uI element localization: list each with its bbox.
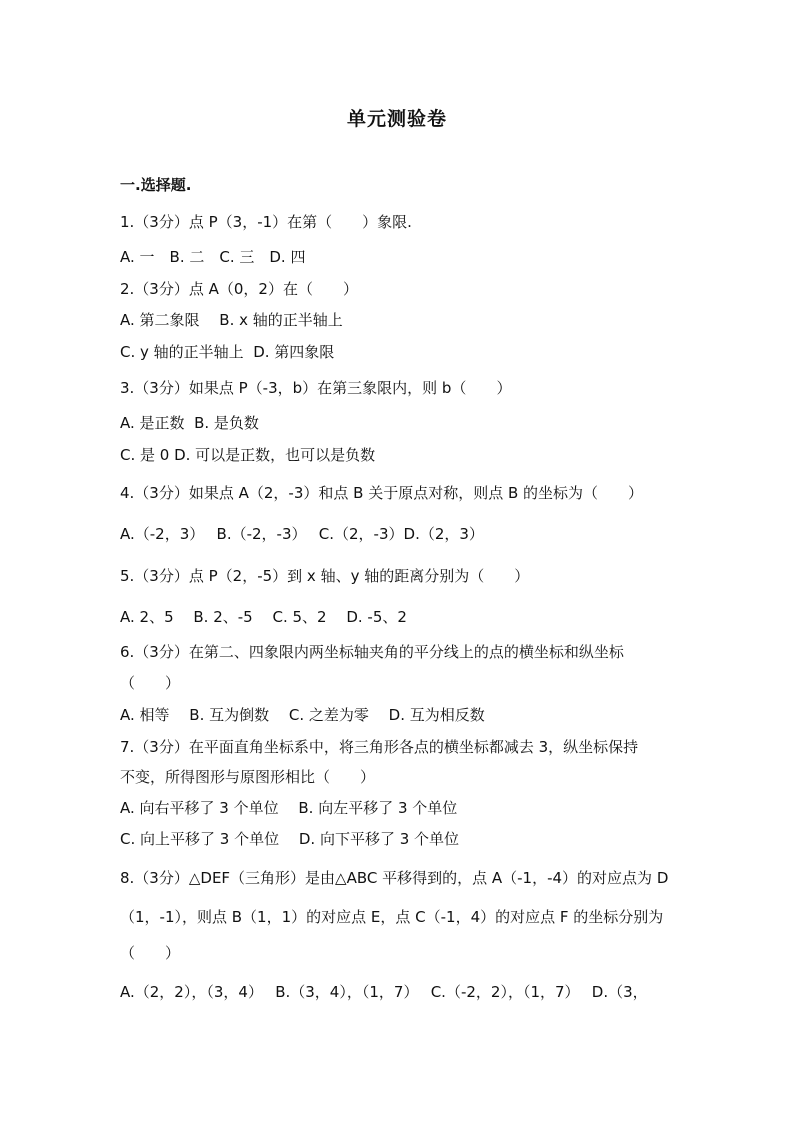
question-6-options: A. 相等 B. 互为倒数 C. 之差为零 D. 互为相反数 <box>120 706 485 724</box>
question-7-options-ab: A. 向右平移了 3 个单位 B. 向左平移了 3 个单位 <box>120 799 458 817</box>
question-3-options-cd: C. 是 0 D. 可以是正数，也可以是负数 <box>120 446 376 464</box>
document-title: 单元测验卷 <box>346 108 447 130</box>
question-1: 1.（3分）点 P（3，-1）在第（ ）象限. <box>120 213 412 231</box>
question-8-options: A.（2，2），（3，4） B.（3，4），（1，7） C.（-2，2），（1，7） D.（3， <box>120 983 648 1001</box>
question-3-options-ab: A. 是正数 B. 是负数 <box>120 414 259 432</box>
question-7: 7.（3分）在平面直角坐标系中，将三角形各点的横坐标都减去 3，纵坐标保持 <box>120 738 639 756</box>
question-3: 3.（3分）如果点 P（-3，b）在第三象限内，则 b（ ） <box>120 379 512 397</box>
question-8: 8.（3分）△DEF（三角形）是由△ABC 平移得到的，点 A（-1，-4）的对应点为 D <box>120 869 669 887</box>
question-6-blank: （ ） <box>120 674 181 692</box>
question-7-options-cd: C. 向上平移了 3 个单位 D. 向下平移了 3 个单位 <box>120 830 460 848</box>
question-4-options: A.（-2，3） B.（-2，-3） C.（2，-3）D.（2，3） <box>120 525 484 543</box>
question-5-options: A. 2、5 B. 2、-5 C. 5、2 D. -5、2 <box>120 608 407 626</box>
question-1-options: A. 一 B. 二 C. 三 D. 四 <box>120 248 306 266</box>
question-2-options-ab: A. 第二象限 B. x 轴的正半轴上 <box>120 311 343 329</box>
question-7-cont: 不变，所得图形与原图形相比（ ） <box>120 768 376 786</box>
section-heading: 一.选择题. <box>120 176 192 194</box>
question-4: 4.（3分）如果点 A（2，-3）和点 B 关于原点对称，则点 B 的坐标为（ ） <box>120 484 644 502</box>
question-8-blank: （ ） <box>120 944 181 962</box>
question-8-cont: （1，-1），则点 B（1，1）的对应点 E，点 C（-1，4）的对应点 F 的坐标分别为 <box>120 908 664 926</box>
question-2: 2.（3分）点 A（0，2）在（ ） <box>120 280 358 298</box>
question-2-options-cd: C. y 轴的正半轴上 D. 第四象限 <box>120 343 335 361</box>
question-6: 6.（3分）在第二、四象限内两坐标轴夹角的平分线上的点的横坐标和纵坐标 <box>120 643 624 661</box>
question-5: 5.（3分）点 P（2，-5）到 x 轴、y 轴的距离分别为（ ） <box>120 567 530 585</box>
